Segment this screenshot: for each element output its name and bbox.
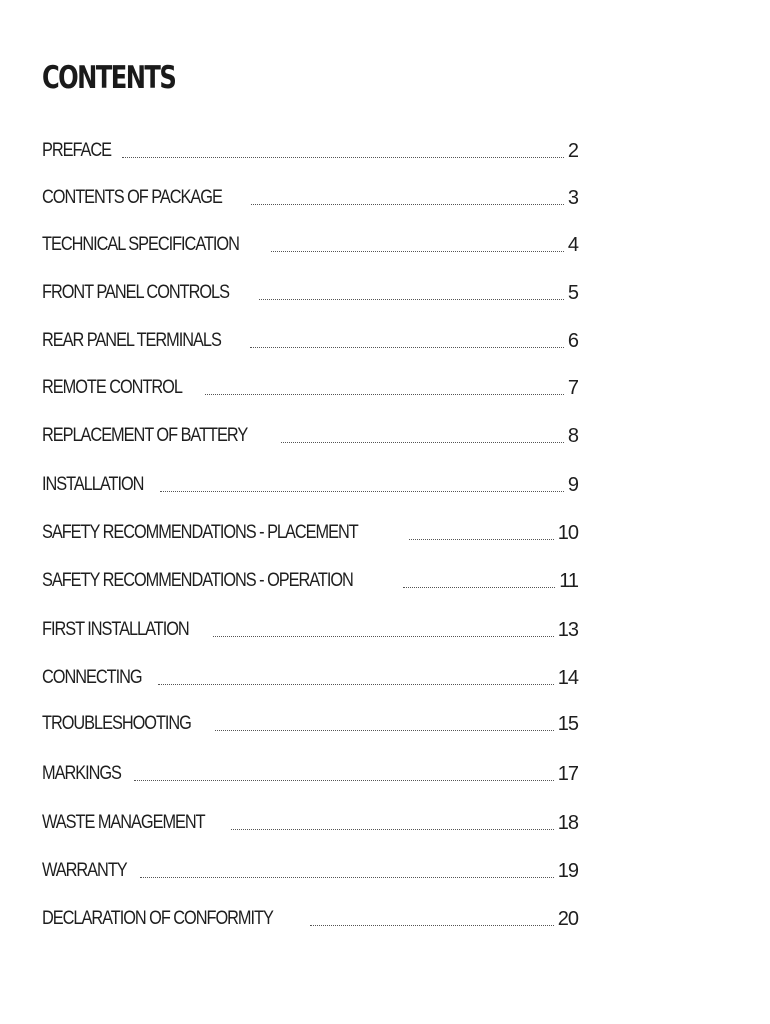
dot-leader: [403, 587, 555, 588]
toc-entry-label: REAR PANEL TERMINALS: [42, 330, 221, 351]
toc-entry-rear-panel-terminals: [42, 324, 578, 352]
dot-leader: [281, 442, 564, 443]
toc-entry-declaration-of-conformity: [42, 902, 578, 930]
toc-entry-label: TECHNICAL SPECIFICATION: [42, 234, 239, 255]
toc-entry-label: REMOTE CONTROL: [42, 377, 182, 398]
toc-entry-warranty: [42, 854, 578, 882]
toc-entry-preface: [42, 134, 578, 162]
toc-entry-page-number: 14: [557, 667, 578, 689]
toc-entry-page-number: 2: [567, 140, 578, 162]
dot-leader: [158, 684, 554, 685]
toc-entry-label: REPLACEMENT OF BATTERY: [42, 425, 248, 446]
dot-leader: [215, 730, 554, 731]
dot-leader: [140, 877, 553, 878]
toc-entry-label: CONTENTS OF PACKAGE: [42, 187, 222, 208]
toc-entry-label: DECLARATION OF CONFORMITY: [42, 908, 273, 929]
toc-entry-remote-control: [42, 371, 578, 399]
toc-entry-page-number: 15: [557, 713, 578, 735]
toc-entry-label: INSTALLATION: [42, 474, 144, 495]
dot-leader: [160, 491, 564, 492]
toc-entry-page-number: 6: [567, 330, 578, 352]
toc-entry-label: FIRST INSTALLATION: [42, 619, 189, 640]
toc-entry-page-number: 19: [557, 860, 578, 882]
toc-entry-label: WARRANTY: [42, 860, 127, 881]
toc-entry-page-number: 13: [557, 619, 578, 641]
dot-leader: [213, 636, 554, 637]
toc-entry-page-number: 5: [567, 282, 578, 304]
dot-leader: [122, 157, 564, 158]
toc-entry-label: CONNECTING: [42, 667, 142, 688]
toc-entry-replacement-of-battery: [42, 419, 578, 447]
toc-entry-installation: [42, 468, 578, 496]
dot-leader: [231, 829, 554, 830]
toc-entry-front-panel-controls: [42, 276, 578, 304]
toc-entry-page-number: 18: [557, 812, 578, 834]
toc-entry-page-number: 8: [567, 425, 578, 447]
dot-leader: [205, 394, 564, 395]
dot-leader: [251, 204, 564, 205]
toc-entry-label: WASTE MANAGEMENT: [42, 812, 205, 833]
toc-entry-page-number: 10: [557, 522, 578, 544]
dot-leader: [409, 539, 554, 540]
dot-leader: [259, 299, 563, 300]
toc-entry-waste-management: [42, 806, 578, 834]
toc-entry-label: FRONT PANEL CONTROLS: [42, 282, 229, 303]
toc-entry-page-number: 20: [557, 908, 578, 930]
toc-entry-technical-specification: [42, 228, 578, 256]
toc-entry-label: TROUBLESHOOTING: [42, 713, 191, 734]
toc-entry-page-number: 3: [567, 187, 578, 209]
toc-entry-page-number: 17: [557, 763, 578, 785]
toc-entry-markings: [42, 757, 578, 785]
toc-entry-contents-of-package: [42, 181, 578, 209]
toc-entry-label: SAFETY RECOMMENDATIONS - OPERATION: [42, 570, 353, 591]
dot-leader: [134, 780, 554, 781]
toc-entry-page-number: 7: [567, 377, 578, 399]
toc-entry-first-installation: [42, 613, 578, 641]
page-title: CONTENTS: [42, 60, 176, 96]
toc-entry-label: PREFACE: [42, 140, 112, 161]
dot-leader: [310, 925, 553, 926]
toc-entry-safety-placement: [42, 516, 578, 544]
toc-entry-label: MARKINGS: [42, 763, 121, 784]
toc-entry-connecting: [42, 661, 578, 689]
toc-entry-page-number: 11: [559, 570, 578, 592]
toc-entry-page-number: 9: [567, 474, 578, 496]
toc-entry-page-number: 4: [567, 234, 578, 256]
toc-entry-troubleshooting: [42, 707, 578, 735]
toc-entry-label: SAFETY RECOMMENDATIONS - PLACEMENT: [42, 522, 358, 543]
dot-leader: [271, 251, 564, 252]
toc-entry-safety-operation: [42, 564, 578, 592]
dot-leader: [250, 347, 564, 348]
